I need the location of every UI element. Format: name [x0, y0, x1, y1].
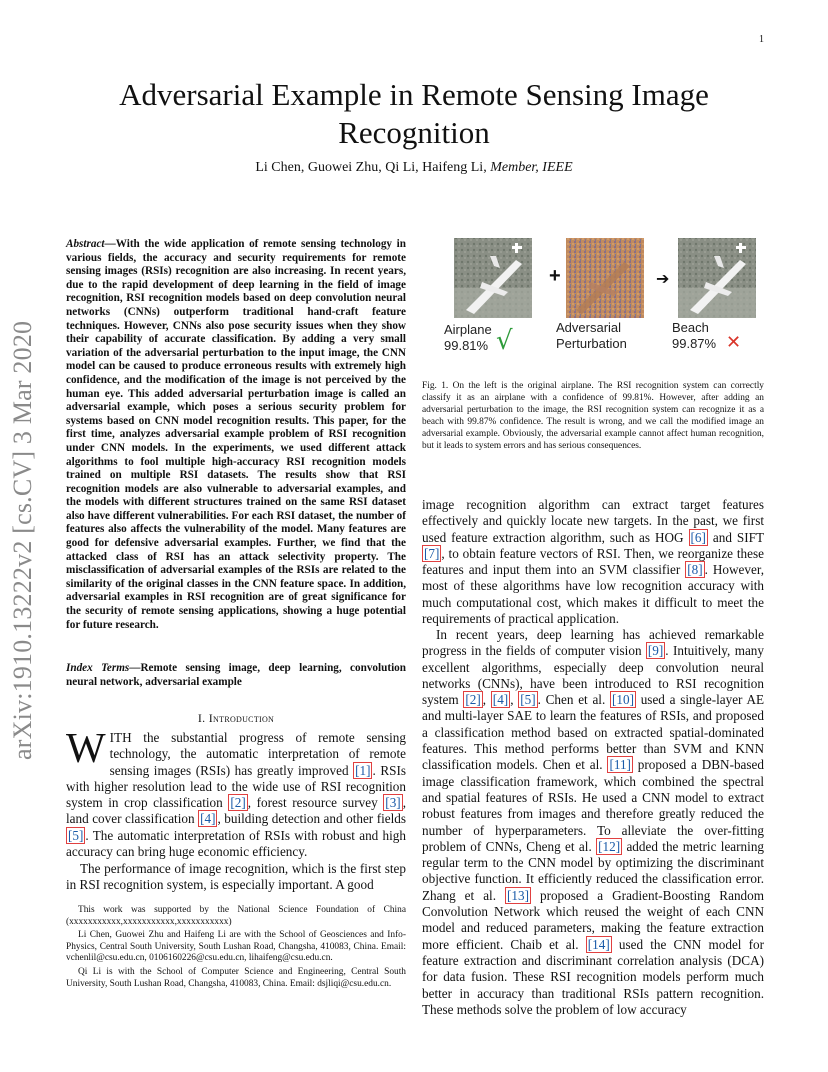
body-text: used the CNN model for feature extraction and discriminant correlation analysis (DCA) for data fusion. These RSI recognition models perform much better in accuracy than traditional RSIs pattern recognition. These methods solve the problem of low accuracy	[422, 936, 764, 1017]
intro-text: ITH the substantial progress of remote sensing technology, the automatic interpretation of remote sensing images (RSIs) has greatly improved	[109, 730, 406, 778]
author-membership: Member, IEEE	[490, 160, 573, 175]
right-paragraph-2	[422, 627, 764, 1018]
original-airplane-image	[454, 238, 532, 318]
body-text: ,	[482, 692, 491, 708]
paper-title: Adversarial Example in Remote Sensing Image Recognition	[119, 77, 709, 150]
author-list	[60, 160, 768, 176]
citation-link[interactable]: [7]	[424, 545, 440, 561]
intro-text: , forest resource survey	[247, 795, 384, 811]
citation-link[interactable]: [1]	[355, 762, 371, 778]
perturbation-label-line2: Perturbation	[556, 336, 627, 351]
footnote-funding: This work was supported by the National Science Foundation of China (xxxxxxxxxxx,xxxxxxxxxxx,xxxxxxxxxxx)	[66, 905, 406, 927]
right-paragraph-1	[422, 497, 764, 627]
body-text: , to obtain feature vectors of RSI. Then, we reorganize these features and input them into an SVM classifier	[422, 545, 764, 578]
intro-text: , land cover classification	[66, 795, 406, 827]
perturbation-label	[556, 320, 627, 352]
original-confidence: 99.81%	[444, 338, 489, 353]
footnote-affiliation-1: Li Chen, Guowei Zhu and Haifeng Li are with the School of Geosciences and Info-Physics, Central South University, South Lushan Road, Changsha, 410083, China. Email: vchenlil@csu.edu.cn, 0106160226@csu.edu.cn, lihaifeng@csu.edu.cn.	[66, 930, 406, 964]
citation-link[interactable]: [4]	[200, 811, 216, 827]
body-text: In recent years, deep learning has achieved remarkable progress in the fields of computer vision	[422, 627, 764, 659]
perturbation-label-line1: Adversarial	[556, 320, 622, 335]
citation-link[interactable]: [10]	[612, 692, 634, 708]
abstract-label: Abstract	[66, 238, 105, 250]
plus-sign: +	[549, 265, 561, 287]
citation-link[interactable]: [5]	[520, 692, 536, 708]
adversarial-example-image	[678, 238, 756, 318]
body-text: proposed a DBN-based image classification framework, which combined the spectral and spatial features of RSIs. He used a CNN model to extract robust features from images and therefore greatly reduced the number of hyperparameters. To alleviate the over-fitting problem of CNNs, Cheng et al.	[422, 757, 764, 854]
drop-cap: W	[66, 726, 106, 772]
citation-link[interactable]: [4]	[492, 692, 509, 708]
check-icon: √	[496, 326, 513, 356]
citation-link[interactable]: [14]	[587, 936, 610, 952]
citation-link[interactable]: [5]	[68, 827, 84, 843]
adversarial-confidence: 99.87%	[672, 336, 717, 351]
footnote-affiliation-2: Qi Li is with the School of Computer Science and Engineering, Central South University, South Lushan Road, Changsha, 410083, China. Email: dsjliqi@csu.edu.cn.	[66, 966, 406, 989]
index-terms-text: —Remote sensing image, deep learning, convolution neural network, adversarial example	[66, 662, 406, 688]
citation-link[interactable]: [3]	[385, 795, 401, 811]
body-text: . However, most of these algorithms have low recognition accuracy with much computational cost, which makes it difficult to meet the requirements of practical application.	[422, 562, 764, 627]
adversarial-label	[672, 320, 716, 352]
figure-1-caption: Fig. 1. On the left is the original airplane. The RSI recognition system can correctly classify it as an airplane with a confidence of 99.81%. However, after adding an adversarial perturbation to the image, the RSI recognition system can recognize it as a beach with 99.87% confidence. The result is wrong, and we call the modified image an adversarial example. Obviously, the adversarial example cannot affect human recognition, but it leads to system errors and has serious consequences.	[422, 381, 764, 451]
section-heading-introduction: I. Introduction	[197, 711, 275, 725]
intro-paragraph-2: The performance of image recognition, which is the first step in RSI recognition system, is especially important. A good	[66, 861, 406, 893]
abstract	[66, 238, 406, 632]
citation-link[interactable]: [6]	[690, 529, 706, 545]
citation-link[interactable]: [2]	[230, 795, 246, 811]
body-text: added the metric learning regular term to the CNN model by optimizing the discriminant objective function. It efficiently reduced the classification error. Zhang et al.	[422, 838, 765, 903]
intro-paragraph-1	[66, 726, 406, 860]
page-number: 1	[759, 34, 764, 45]
intro-text: , building detection and other fields	[217, 811, 406, 827]
figure-1	[424, 236, 764, 366]
citation-link[interactable]: [9]	[647, 643, 664, 659]
body-text: image recognition algorithm can extract target features effectively and quickly locate new targets. In the past, we first used feature extraction algorithm, such as HOG	[422, 497, 764, 545]
cross-icon: ✕	[726, 332, 742, 353]
adversarial-class: Beach	[672, 320, 709, 335]
arrow-icon: ➔	[656, 269, 670, 288]
body-text: . Intuitively, many excellent algorithms, especially deep convolution neural networks (CNNs), have been introduced to RSI recognition system	[422, 643, 764, 708]
citation-link[interactable]: [13]	[507, 887, 529, 903]
body-text: used a single-layer AE and multi-layer SAE to learn the features of RSIs, and proposed a classification method based on extracted spatial-dominated features. This method performs better than SVM and KNN classification models. Chen et al.	[422, 692, 765, 773]
body-text: . Chen et al.	[537, 692, 610, 708]
citation-link[interactable]: [8]	[687, 562, 703, 578]
intro-text: . The automatic interpretation of RSIs with robust and high accuracy can bring huge economic efficiency.	[66, 827, 406, 860]
arxiv-identifier: arXiv:1910.13222v2 [cs.CV] 3 Mar 2020	[8, 320, 37, 760]
index-terms-label: Index Terms	[66, 662, 130, 674]
adversarial-perturbation-image	[566, 238, 644, 318]
body-text: ,	[510, 692, 519, 708]
index-terms	[66, 662, 406, 689]
footnotes	[66, 905, 406, 992]
citation-link[interactable]: [2]	[465, 692, 481, 708]
citation-link[interactable]: [11]	[609, 757, 631, 773]
original-class: Airplane	[444, 322, 492, 337]
body-text: and SIFT	[707, 529, 764, 545]
abstract-text: —With the wide application of remote sensing technology in various fields, the accuracy and security requirements for remote sensing images (RSIs) recognition are also increasing. In recent years, due to the rapid development of deep learning in the field of image recognition, RSI recognition models based on deep convolution neural networks (CNNs) outperform traditional hand-craft feature techniques. However, CNNs also pose security issues when they show their capability of accurate classification. By adding a very small variation of the adversarial perturbation to the input image, the CNN model can be caused to produce erroneous results with extremely high confidence, and the modification of the image is not perceived by the human eye. This added adversarial perturbation image is called an adversarial example, which poses a serious security problem for systems based on CNN model recognition results. This paper, for the first time, analyzes adversarial example problem of RSI recognition under CNN models. In the experiments, we used different attack algorithms to fool multiple high-accuracy RSI recognition models trained on multiple RSI datasets. The results show that RSI recognition models are also vulnerable to adversarial examples, and the models with different structures trained on the same RSI dataset also have different vulnerabilities. For each RSI dataset, the number of features also affects the vulnerability of the model. Many features are good for defensive adversarial examples. Further, we find that the attacked class of RSI has an attack selectivity property. The misclassification of adversarial examples of the RSIs are related to the similarity of the original classes in the CNN feature space. In addition, adversarial examples in RSI recognition are of great significance for the security of remote sensing applications, showing a huge potential for future research.	[66, 238, 406, 631]
intro-text: . RSIs with higher resolution lead to the wide use of RSI recognition system in crop classification	[66, 762, 406, 811]
author-names: Li Chen, Guowei Zhu, Qi Li, Haifeng Li,	[255, 160, 487, 175]
citation-link[interactable]: [12]	[598, 838, 621, 854]
original-label	[444, 322, 492, 354]
body-text: proposed a Gradient-Boosting Random Convolution Network which reused the weight of each CNN model and reduced parameters, making the feature extraction more efficient. Chaib et al.	[422, 887, 764, 952]
